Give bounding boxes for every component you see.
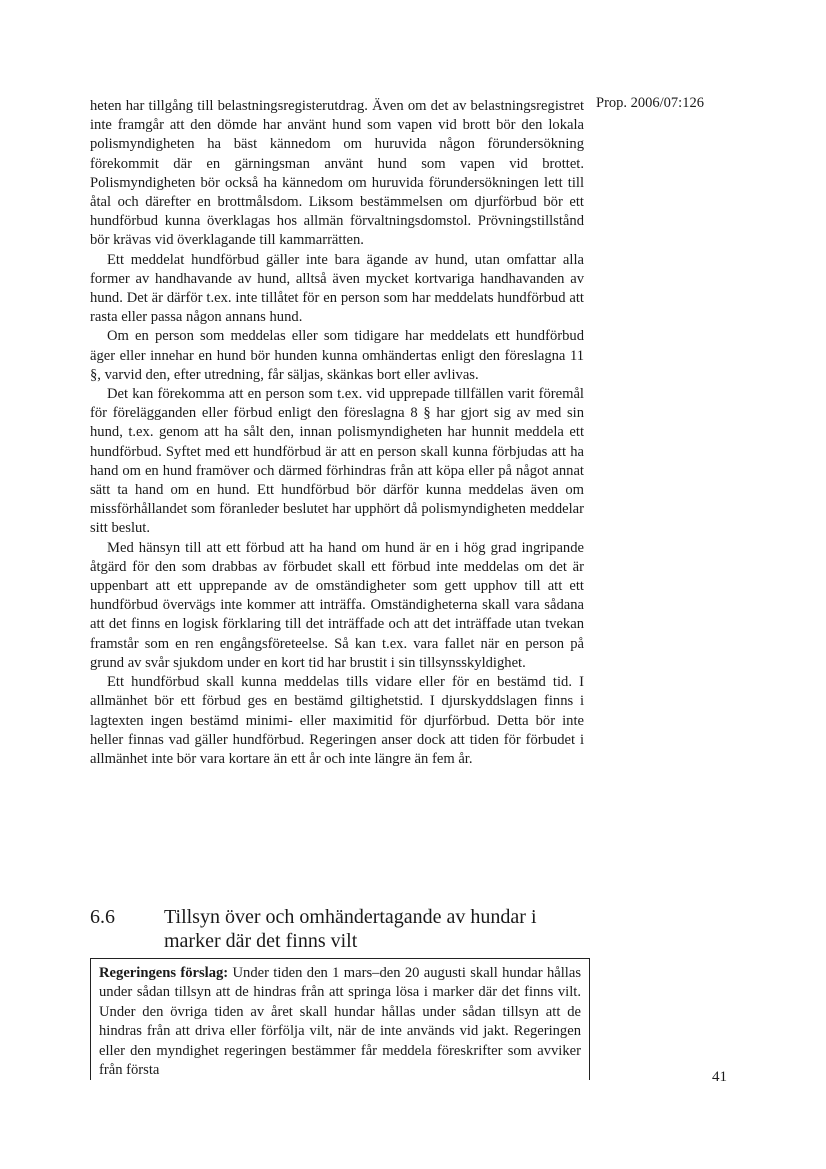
paragraph: Med hänsyn till att ett förbud att ha hand om hund är en i hög grad ingripande åtgärd för den som drabbas av förbudet skall ett förbud inte meddelas om det är uppenbart att ett upprepande av de omständigheter som gett upphov till att ett hundförbud övervägs inte kommer att inträffa. Omständigheterna skall vara sådana att det finns en logisk förklaring till det inträffade och att det inträffade utan tvekan framstår som en ren engångsföreteelse. Så kan t.ex. vara fallet när en person på grund av svår sjukdom under en kort tid har brustit i sin tillsynsskyldighet. [90,539,584,671]
section-title: Tillsyn över och omhändertagande av hundar i marker där det finns vilt [164,906,537,952]
section-number: 6.6 [90,906,115,928]
paragraph: heten har tillgång till belastningsregisterutdrag. Även om det av belastningsregistret inte framgår att den dömde har använt hund som vapen vid brott bör den lokala polismyndigheten ha bäst kännedom om huruvida någon förundersökning förekommit där en gärningsman använt hund som vapen vid brottet. Polismyndigheten bör också ha kännedom om huruvida förundersökningen lett till åtal och därefter en brottmålsdom. Liksom bestämmelsen om djurförbud bör ett hundförbud kunna överklagas hos allmän förvaltningsdomstol. Prövningstillstånd bör krävas vid överklagande till kammarrätten. [90,98,584,249]
proposal-lead: Regeringens förslag: [99,965,229,981]
paragraph: Ett hundförbud skall kunna meddelas tills vidare eller för en bestämd tid. I allmänhet bör ett förbud ges en bestämd giltighetstid. I djurskyddslagen finns i lagtexten ingen bestämd minimi- eller maximitid för djurförbud. Detta bör inte heller finnas vad gäller hundförbud. Regeringen anser dock att tiden för förbudet i allmänhet inte bör vara kortare än ett år och inte längre än fem år. [90,674,584,767]
proposal-text: Under tiden den 1 mars–den 20 augusti skall hundar hållas under sådan tillsyn att de hindras från att springa lösa i marker där det finns vilt. Under den övriga tiden av året skall hundar hållas under sådan tillsyn att de hindras från att driva eller förfölja vilt, när de inte används vid jakt. Regeringen eller den myndighet regeringen bestämmer får meddela föreskrifter som avviker från första [99,965,581,1079]
government-proposal-box [90,958,590,1080]
paragraph: Det kan förekomma att en person som t.ex. vid upprepade tillfällen varit föremål för förelägganden eller förbud enligt den föreslagna 8 § har gjort sig av med sin hund, t.ex. genom att ha sålt den, innan polismyndigheten har hunnit meddela ett hundförbud. Syftet med ett hundförbud är att en person skall kunna förbjudas att ha hand om en hund framöver och därmed förhindras från att köpa eller på något annat sätt ta hand om en hund. Ett hundförbud bör därför kunna meddelas även om missförhållandet som föranleder beslutet har upphört då polismyndigheten meddelar sitt beslut. [90,386,584,537]
paragraph: Om en person som meddelas eller som tidigare har meddelats ett hundförbud äger eller innehar en hund bör hunden kunna omhändertas enligt den föreslagna 11 §, varvid den, efter utredning, får säljas, skänkas bort eller avlivas. [90,328,584,383]
proposition-reference: Prop. 2006/07:126 [596,95,704,111]
body-text [90,97,584,769]
page-number: 41 [712,1069,727,1085]
paragraph: Ett meddelat hundförbud gäller inte bara ägande av hund, utan omfattar alla former av handhavande av hund, alltså även mycket kortvariga handhavanden av hund. Det är därför t.ex. inte tillåtet för en person som har meddelats hundförbud att rasta eller passa någon annans hund. [90,251,584,326]
